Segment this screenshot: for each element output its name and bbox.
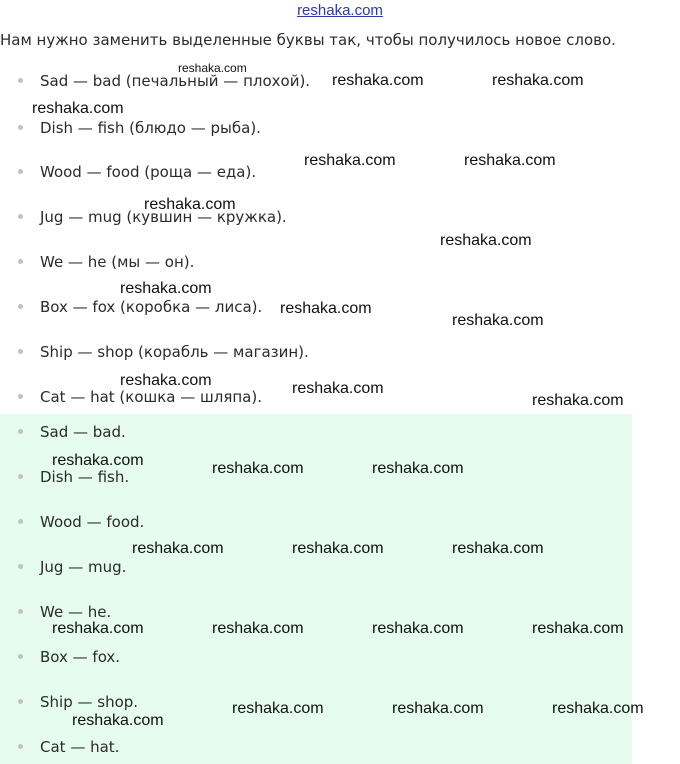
list-item-text: Ship — shop.: [40, 693, 139, 711]
list-item-text: Jug — mug (кувшин — кружка).: [40, 208, 287, 226]
bullet-icon: [18, 744, 23, 749]
bullet-icon: [18, 169, 23, 174]
list-item-text: Sad — bad (печальный — плохой).: [40, 72, 311, 90]
watermark: reshaka.com: [132, 540, 224, 557]
watermark: reshaka.com: [120, 280, 212, 297]
watermark: reshaka.com: [232, 700, 324, 717]
bullet-icon: [18, 654, 23, 659]
list-item: [18, 341, 309, 363]
watermark: reshaka.com: [52, 620, 144, 637]
bullet-icon: [18, 564, 23, 569]
watermark: reshaka.com: [440, 232, 532, 249]
intro-text: Нам нужно заменить выделенные буквы так, чтобы получилось новое слово.: [0, 31, 616, 49]
list-item-text: Dish — fish (блюдо — рыба).: [40, 119, 261, 137]
bullet-icon: [18, 349, 23, 354]
list-item: [18, 161, 256, 183]
list-item-text: Wood — food (роща — еда).: [40, 163, 257, 181]
watermark: reshaka.com: [372, 460, 464, 477]
list-item: [18, 251, 194, 273]
watermark: reshaka.com: [292, 380, 384, 397]
watermark: reshaka.com: [552, 700, 644, 717]
watermark: reshaka.com: [32, 100, 124, 117]
watermark: reshaka.com: [212, 620, 304, 637]
list-item-text: Ship — shop (корабль — магазин).: [40, 343, 309, 361]
watermark: reshaka.com: [532, 620, 624, 637]
site-logo-link[interactable]: reshaka.com: [297, 2, 383, 19]
bullet-icon: [18, 78, 23, 83]
bullet-icon: [18, 304, 23, 309]
list-item-text: Sad — bad.: [40, 423, 126, 441]
list-item: [18, 70, 310, 92]
list-item-text: Cat — hat (кошка — шляпа).: [40, 388, 262, 406]
list-item-text: We — he (мы — он).: [40, 253, 195, 271]
watermark: reshaka.com: [212, 460, 304, 477]
watermark: reshaka.com: [392, 700, 484, 717]
watermark: reshaka.com: [178, 61, 247, 75]
watermark: reshaka.com: [292, 540, 384, 557]
watermark: reshaka.com: [332, 72, 424, 89]
list-item-text: Jug — mug.: [40, 558, 127, 576]
list-item: [18, 296, 262, 318]
bullet-icon: [18, 519, 23, 524]
watermark: reshaka.com: [492, 72, 584, 89]
watermark: reshaka.com: [280, 300, 372, 317]
watermark: reshaka.com: [464, 152, 556, 169]
list-item: [18, 646, 120, 668]
watermark: reshaka.com: [372, 620, 464, 637]
list-item-text: Wood — food.: [40, 513, 145, 531]
watermark: reshaka.com: [52, 452, 144, 469]
bullet-icon: [18, 394, 23, 399]
list-item: [18, 421, 126, 443]
list-item: [18, 691, 138, 713]
bullet-icon: [18, 474, 23, 479]
bullet-icon: [18, 259, 23, 264]
watermark: reshaka.com: [452, 540, 544, 557]
watermark: reshaka.com: [144, 196, 236, 213]
list-item: [18, 117, 261, 139]
list-item-text: Dish — fish.: [40, 468, 130, 486]
watermark: reshaka.com: [532, 392, 624, 409]
list-item: [18, 556, 126, 578]
list-item: [18, 736, 119, 758]
watermark: reshaka.com: [452, 312, 544, 329]
list-item-text: Box — fox.: [40, 648, 121, 666]
bullet-icon: [18, 699, 23, 704]
bullet-icon: [18, 125, 23, 130]
watermark: reshaka.com: [72, 712, 164, 729]
list-item: [18, 511, 144, 533]
watermark: reshaka.com: [304, 152, 396, 169]
list-item-text: Cat — hat.: [40, 738, 120, 756]
list-item-text: Box — fox (коробка — лиса).: [40, 298, 263, 316]
bullet-icon: [18, 609, 23, 614]
list-item-text: We — he.: [40, 603, 112, 621]
bullet-icon: [18, 429, 23, 434]
bullet-icon: [18, 214, 23, 219]
watermark: reshaka.com: [120, 372, 212, 389]
